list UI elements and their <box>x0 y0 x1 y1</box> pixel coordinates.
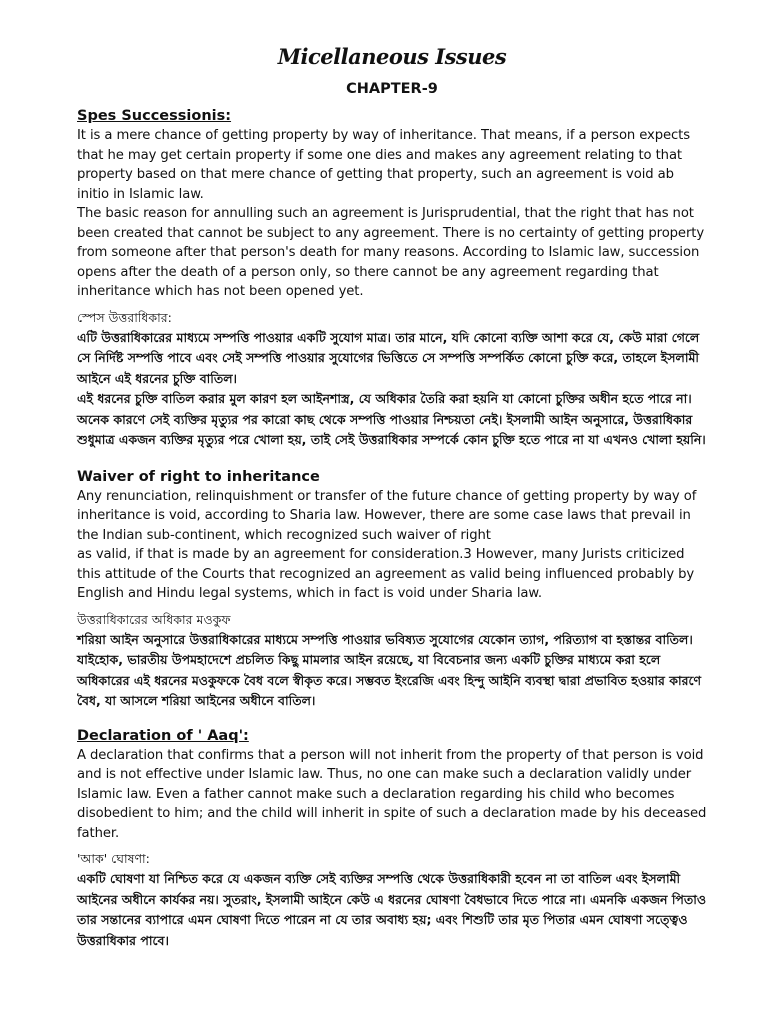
bengali-label: 'আক' ঘোষণা: <box>77 851 150 866</box>
section-heading: Waiver of right to inheritance <box>77 468 320 485</box>
bengali-label: উত্তরাধিকারের অধিকার মওকুফ <box>77 611 231 627</box>
section-heading: Declaration of ' Aaq': <box>77 727 249 744</box>
section-waiver-of-right <box>77 467 707 712</box>
paragraph: The basic reason for annulling such an agreement is Jurisprudential, that the right that has not been created that cannot be subject to any agreement. There is no certainty of getting property from someone after that person's death for many reasons. According to Islamic law, succession opens after the death of a person only, so there cannot be any agreement regarding that inheritance which has not been opened yet. <box>77 206 705 299</box>
paragraph: It is a mere chance of getting property by way of inheritance. That means, if a person expects that he may get certain property if some one dies and makes any agreement relating to that property based on that mere chance of getting that property, such an agreement is void ab initio in Islamic law. <box>77 128 691 202</box>
bengali-paragraph: এটি উত্তরাধিকারের মাধ্যমে সম্পত্তি পাওয়ার একটি সুযোগ মাত্র। তার মানে, যদি কোনো ব্যক্তি আশা করে যে, কেউ মারা গেলে সে নির্দিষ্ট সম্পত্তি পাবে এবং সেই সম্পত্তি পাওয়ার সুযোগের ভিত্তিতে সে সম্পত্তি সম্পর্কিত কোনো চুক্তি করে, তাহলে ইসলামী আইনে এই ধরনের চুক্তি বাতিল। <box>77 329 700 386</box>
section-heading: Spes Successionis: <box>77 108 232 124</box>
paragraph: as valid, if that is made by an agreement for consideration.3 However, many Jurists criticized this attitude of the Courts that recognized an agreement as valid being influenced probably by English and Hindu legal systems, which in fact is void under Sharia law. <box>77 547 695 601</box>
document-title: Micellaneous Issues <box>277 44 507 69</box>
paragraph: A declaration that confirms that a person will not inherit from the property of that person is void and is not effective under Islamic law. Thus, no one can make such a declaration validly under Islamic law. Even a father cannot make such a declaration regarding his child who becomes disobedient to him; and the child will inherit in spite of such a declaration made by his deceased father. <box>77 747 707 841</box>
document-page <box>77 40 707 951</box>
bengali-paragraph: শরিয়া আইন অনুসারে উত্তরাধিকারের মাধ্যমে সম্পত্তি পাওয়ার ভবিষ্যত সুযোগের যেকোন ত্যাগ, পরিত্যাগ বা হস্তান্তর বাতিল। যাইহোক, ভারতীয় উপমহাদেশে প্রচলিত কিছু মামলার আইন রয়েছে, যা বিবেচনার জন্য একটি চুক্তির মাধ্যমে করা হলে অধিকারের এই ধরনের মওকুফকে বৈধ বলে স্বীকৃত করে। সম্ভবত ইংরেজি এবং হিন্দু আইনি ব্যবস্থা দ্বারা প্রভাবিত হওয়ার কারণে বৈধ, যা আসলে শরিয়া আইনের অধীনে বাতিল। <box>77 631 702 708</box>
bengali-paragraph: একটি ঘোষণা যা নিশ্চিত করে যে একজন ব্যক্তি সেই ব্যক্তির সম্পত্তি থেকে উত্তরাধিকারী হবেন না তা বাতিল এবং ইসলামী আইনের অধীনে কার্যকর নয়। সুতরাং, ইসলামী আইনে কেউ এ ধরনের ঘোষণা বৈধভাবে দিতে পারে না। এমনকি একজন পিতাও তার সন্তানের ব্যাপারে এমন ঘোষণা দিতে পারেন না যে তার অবাধ্য হয়; এবং শিশুটি তার মৃত পিতার এমন ঘোষণা সত্ত্বেও উত্তরাধিকার পাবে। <box>77 871 707 948</box>
bengali-label: স্পেস উত্তরাধিকার: <box>77 309 172 325</box>
bengali-paragraph: এই ধরনের চুক্তি বাতিল করার মুল কারণ হল আইনশাস্ত্র, যে অধিকার তৈরি করা হয়নি যা কোনো চুক্তির অধীন হতে পারে না। অনেক কারণে সেই ব্যক্তির মৃত্যুর পর কারো কাছ থেকে সম্পত্তি পাওয়ার নিশ্চয়তা নেই। ইসলামী আইন অনুসারে, উত্তরাধিকার শুধুমাত্র একজন ব্যক্তির মৃত্যুর পরে খোলা হয়, তাই সেই উত্তরাধিকার সম্পর্কে কোন চুক্তি হতে পারে না যা এখনও খোলা হয়নি। <box>77 391 706 447</box>
paragraph: Any renunciation, relinquishment or transfer of the future chance of getting property by way of inheritance is void, according to Sharia law. However, there are some case laws that prevail in the Indian sub-continent, which recognized such waiver of right <box>77 488 697 543</box>
section-declaration-of-aaq <box>77 726 707 952</box>
chapter-label: CHAPTER-9 <box>346 81 438 97</box>
section-spes-successionis <box>77 106 707 451</box>
